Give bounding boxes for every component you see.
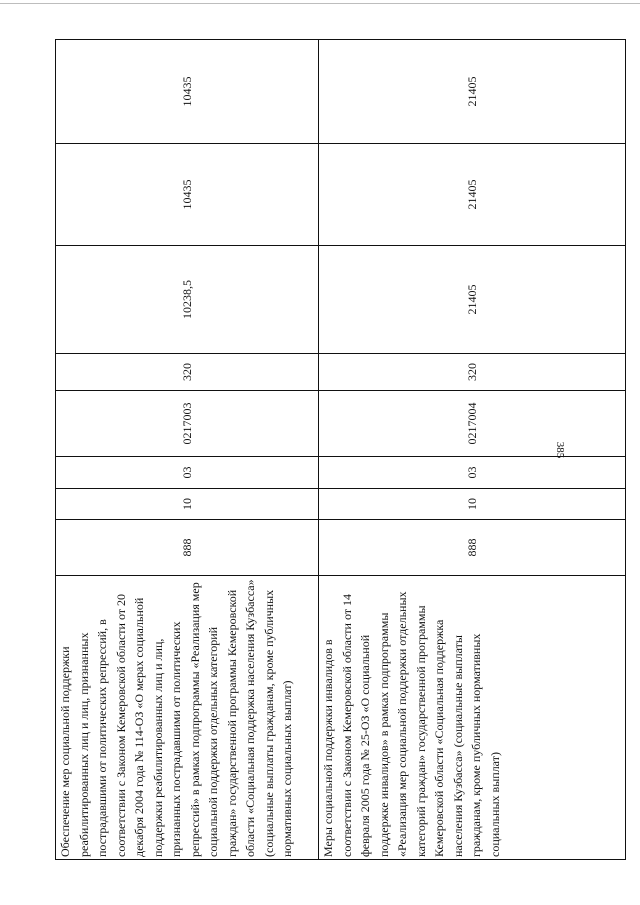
ministry-code: 888 [56, 520, 319, 576]
ministry-code: 888 [319, 520, 626, 576]
amount-cell: 10238,5 [56, 246, 319, 354]
target-article-code: 0217003 [56, 391, 319, 457]
section-code: 10 [319, 489, 626, 520]
expense-type-code: 320 [319, 354, 626, 391]
expense-type-code: 320 [56, 354, 319, 391]
subsection-code: 03 [319, 457, 626, 489]
target-article-code: 0217004 [319, 391, 626, 457]
amount-cell: 21405 [319, 40, 626, 144]
section-code: 10 [56, 489, 319, 520]
amount-cell: 10435 [56, 144, 319, 246]
table-row [56, 40, 319, 860]
row-description: Обеспечение мер социальной поддержки реабилитированных лиц и лиц, признанных пострадавшими от политических репрессий, в соответствии с Законом Кемеровской области от 20 декабря 2004 года № 114-ОЗ «О мерах социальной поддержки реабилитированных лиц и лиц, признанных пострадавшими от политических репрессий» в рамках подпрограммы «Реализация мер социальной поддержки отдельных категорий граждан» государственной программы Кемеровской области «Социальная поддержка населения Кузбасса» (социальные выплаты гражданам, кроме публичных нормативных социальных выплат) [56, 576, 319, 860]
table-row [319, 40, 626, 860]
budget-table [55, 39, 626, 860]
rotated-page-content [55, 40, 625, 860]
row-description: Меры социальной поддержки инвалидов в соответствии с Законом Кемеровской области от 14 февраля 2005 года № 25-ОЗ «О социальной поддержке инвалидов» в рамках подпрограммы «Реализация мер социальной поддержки отдельных категорий граждан» государственной программы Кемеровской области «Социальная поддержка населения Кузбасса» (социальные выплаты гражданам, кроме публичных нормативных социальных выплат) [319, 576, 626, 860]
amount-cell: 21405 [319, 144, 626, 246]
page-number: 385 [554, 441, 566, 459]
subsection-code: 03 [56, 457, 319, 489]
amount-cell: 21405 [319, 246, 626, 354]
amount-cell: 10435 [56, 40, 319, 144]
top-rule [0, 3, 640, 4]
